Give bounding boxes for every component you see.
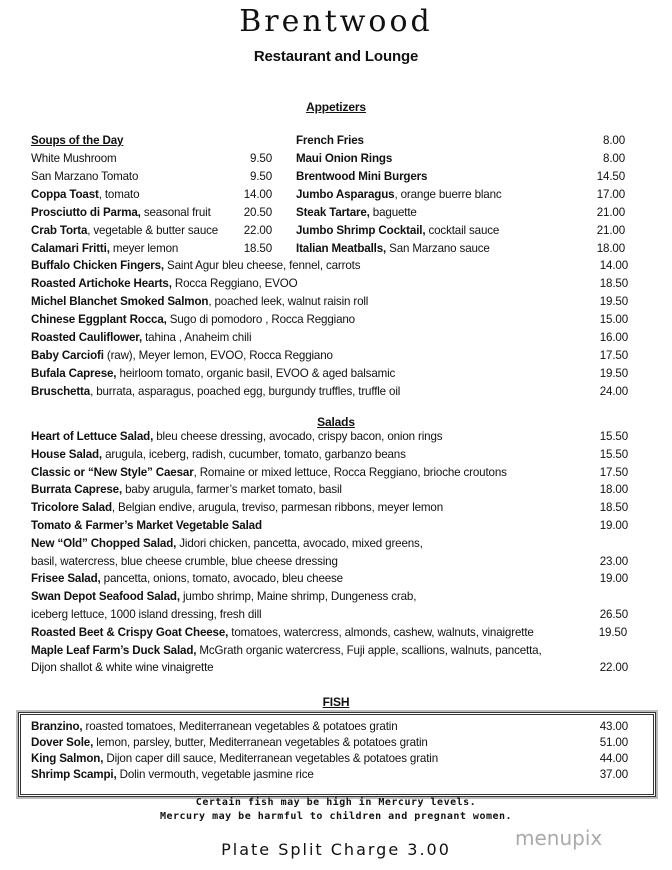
item-price: 37.00 xyxy=(599,768,628,781)
menu-item xyxy=(31,464,631,482)
item-price: 19.00 xyxy=(599,519,628,532)
item-description: , Romaine or mixed lettuce, Rocca Reggiano, brioche croutons xyxy=(193,465,507,479)
salads-heading: Salads xyxy=(317,415,355,429)
menu-item xyxy=(31,570,631,588)
item-name: Jumbo Asparagus xyxy=(296,188,395,201)
menu-item xyxy=(31,642,631,660)
item-description: , poached leek, walnut raisin roll xyxy=(208,295,369,308)
item-description: baby arugula, farmer’s market tomato, basil xyxy=(122,483,342,497)
item-description-continued: Dijon shallot & white wine vinaigrette xyxy=(31,661,214,675)
item-price: 15.00 xyxy=(599,313,628,326)
mercury-note-1: Certain fish may be high in Mercury levels. xyxy=(195,797,477,808)
restaurant-subtitle: Restaurant and Lounge xyxy=(253,48,419,65)
item-name: King Salmon, xyxy=(31,752,104,765)
item-description: heirloom tomato, organic basil, EVOO & aged balsamic xyxy=(116,367,396,380)
item-description: Sugo di pomodoro , Rocca Reggiano xyxy=(166,313,355,326)
item-price: 21.00 xyxy=(596,206,625,219)
item-price: 19.50 xyxy=(599,367,628,380)
menu-item xyxy=(31,293,631,311)
item-price: 18.00 xyxy=(596,242,625,255)
menupix-watermark: menupix xyxy=(515,826,603,850)
item-name: Calamari Fritti, xyxy=(31,242,110,255)
item-name: Roasted Artichoke Hearts, xyxy=(31,277,172,290)
menu-item xyxy=(31,329,631,347)
restaurant-title: Brentwood xyxy=(239,4,433,39)
fish-heading: FISH xyxy=(322,695,350,709)
item-name: Italian Meatballs, xyxy=(296,242,387,255)
item-description: , tomato xyxy=(98,188,140,201)
item-price: 9.50 xyxy=(250,170,272,183)
item-name: House Salad, xyxy=(31,447,103,461)
item-name: Jumbo Shrimp Cocktail, xyxy=(296,224,426,237)
item-name: Swan Depot Seafood Salad, xyxy=(31,590,180,604)
item-price: 8.00 xyxy=(603,152,625,165)
item-description: jumbo shrimp, Maine shrimp, Dungeness crab, xyxy=(179,590,417,604)
menu-item xyxy=(31,446,631,464)
item-price: 17.50 xyxy=(599,349,628,362)
item-price: 17.50 xyxy=(599,465,628,479)
item-name: Baby Carciofi xyxy=(31,349,104,362)
item-name: Bruschetta xyxy=(31,385,91,398)
menu-item xyxy=(31,311,631,329)
soups-heading: Soups of the Day xyxy=(31,134,124,147)
item-description: San Marzano sauce xyxy=(386,242,490,255)
item-price: 26.50 xyxy=(599,608,628,621)
item-description: Rocca Reggiano, EVOO xyxy=(171,277,298,290)
item-description: White Mushroom xyxy=(31,152,117,165)
menu-item xyxy=(31,257,631,275)
menu-item xyxy=(31,365,631,383)
item-price: 19.50 xyxy=(599,295,628,308)
mercury-note-2: Mercury may be harmful to children and pregnant women. xyxy=(159,811,513,822)
appetizers-heading: Appetizers xyxy=(306,100,366,114)
item-description-continued: iceberg lettuce, 1000 island dressing, fresh dill xyxy=(31,608,262,621)
item-price: 18.50 xyxy=(243,242,272,255)
item-name: Classic or “New Style” Caesar xyxy=(31,465,194,479)
item-name: Buffalo Chicken Fingers, xyxy=(31,259,164,272)
item-description: cocktail sauce xyxy=(425,224,500,237)
item-description: Dolin vermouth, vegetable jasmine rice xyxy=(116,768,314,781)
item-description: roasted tomatoes, Mediterranean vegetables & potatoes gratin xyxy=(82,720,398,733)
item-description: , Belgian endive, arugula, treviso, parmesan ribbons, meyer lemon xyxy=(111,501,444,515)
item-price: 15.50 xyxy=(599,430,628,443)
item-price: 24.00 xyxy=(599,385,628,398)
item-price: 14.00 xyxy=(599,259,628,272)
item-price: 14.00 xyxy=(243,188,272,201)
item-description: tahina , Anaheim chili xyxy=(142,331,252,344)
item-description: tomatoes, watercress, almonds, cashew, walnuts, vinaigrette xyxy=(228,625,534,639)
item-price: 20.50 xyxy=(243,206,272,219)
item-description: pancetta, onions, tomato, avocado, bleu cheese xyxy=(100,572,343,586)
item-name: Prosciutto di Parma, xyxy=(31,206,141,219)
item-description: Jidori chicken, pancetta, avocado, mixed greens, xyxy=(176,536,423,550)
menu-item xyxy=(31,624,631,642)
menu-item xyxy=(31,347,631,365)
item-name: Roasted Beet & Crispy Goat Cheese, xyxy=(31,625,229,639)
item-name: Heart of Lettuce Salad, xyxy=(31,430,154,443)
item-name: French Fries xyxy=(296,134,364,147)
menu-item xyxy=(31,383,631,401)
item-price: 19.00 xyxy=(599,572,628,586)
item-name: New “Old” Chopped Salad, xyxy=(31,536,177,550)
menu-item xyxy=(31,499,631,517)
item-price: 23.00 xyxy=(599,554,628,568)
item-price: 16.00 xyxy=(599,331,628,344)
item-name: Tomato & Farmer’s Market Vegetable Salad xyxy=(31,519,262,532)
item-name: Maple Leaf Farm’s Duck Salad, xyxy=(31,643,197,657)
menu-item xyxy=(31,428,631,446)
item-price: 22.00 xyxy=(243,224,272,237)
item-name: Shrimp Scampi, xyxy=(31,768,117,781)
item-name: Bufala Caprese, xyxy=(31,367,117,380)
item-price: 22.00 xyxy=(599,661,628,675)
item-description: arugula, iceberg, radish, cucumber, tomato, garbanzo beans xyxy=(102,447,406,461)
item-name: Roasted Cauliflower, xyxy=(31,331,143,344)
item-description: lemon, parsley, butter, Mediterranean vegetables & potatoes gratin xyxy=(93,736,428,749)
item-name: Crab Torta xyxy=(31,224,88,237)
item-description: McGrath organic watercress, Fuji apple, scallions, walnuts, pancetta, xyxy=(196,643,542,657)
item-price: 51.00 xyxy=(599,736,628,749)
item-description: baguette xyxy=(369,206,417,219)
item-description: Dijon caper dill sauce, Mediterranean vegetables & potatoes gratin xyxy=(103,752,439,765)
item-name: Dover Sole, xyxy=(31,736,94,749)
item-name: Maui Onion Rings xyxy=(296,152,393,165)
item-description: (raw), Meyer lemon, EVOO, Rocca Reggiano xyxy=(103,349,333,362)
menu-item xyxy=(31,535,631,553)
item-price: 43.00 xyxy=(599,720,628,733)
item-description: , orange buerre blanc xyxy=(394,188,502,201)
menu-item xyxy=(31,517,631,535)
item-description: meyer lemon xyxy=(109,242,179,255)
item-price: 14.50 xyxy=(596,170,625,183)
item-description: seasonal fruit xyxy=(140,206,211,219)
item-name: Brentwood Mini Burgers xyxy=(296,170,428,183)
item-price: 18.50 xyxy=(599,277,628,290)
item-price: 44.00 xyxy=(599,752,628,765)
item-name: Tricolore Salad xyxy=(31,501,112,515)
menu-item xyxy=(31,588,631,606)
item-description: San Marzano Tomato xyxy=(31,170,139,183)
item-description: bleu cheese dressing, avocado, crispy bacon, onion rings xyxy=(153,430,443,443)
item-price: 17.00 xyxy=(596,188,625,201)
item-price: 18.00 xyxy=(599,483,628,497)
item-name: Chinese Eggplant Rocca, xyxy=(31,313,167,326)
item-price: 9.50 xyxy=(250,152,272,165)
item-name: Burrata Caprese, xyxy=(31,483,123,497)
menu-item xyxy=(31,275,631,293)
item-price: 8.00 xyxy=(603,134,625,147)
item-price: 19.50 xyxy=(598,625,627,639)
item-name: Branzino, xyxy=(31,720,83,733)
menu-item xyxy=(31,481,631,499)
item-description: , vegetable & butter sauce xyxy=(87,224,219,237)
item-description: , burrata, asparagus, poached egg, burgundy truffles, truffle oil xyxy=(90,385,401,398)
item-name: Coppa Toast xyxy=(31,188,99,201)
item-name: Michel Blanchet Smoked Salmon xyxy=(31,295,209,308)
item-price: 15.50 xyxy=(599,447,628,461)
item-price: 21.00 xyxy=(596,224,625,237)
item-price: 18.50 xyxy=(599,501,628,515)
item-description-continued: basil, watercress, blue cheese crumble, blue cheese dressing xyxy=(31,554,338,568)
plate-split-charge: Plate Split Charge 3.00 xyxy=(221,840,451,859)
item-name: Frisee Salad, xyxy=(31,572,101,586)
item-name: Steak Tartare, xyxy=(296,206,370,219)
item-description: Saint Agur bleu cheese, fennel, carrots xyxy=(163,259,361,272)
menu-item xyxy=(31,766,631,784)
